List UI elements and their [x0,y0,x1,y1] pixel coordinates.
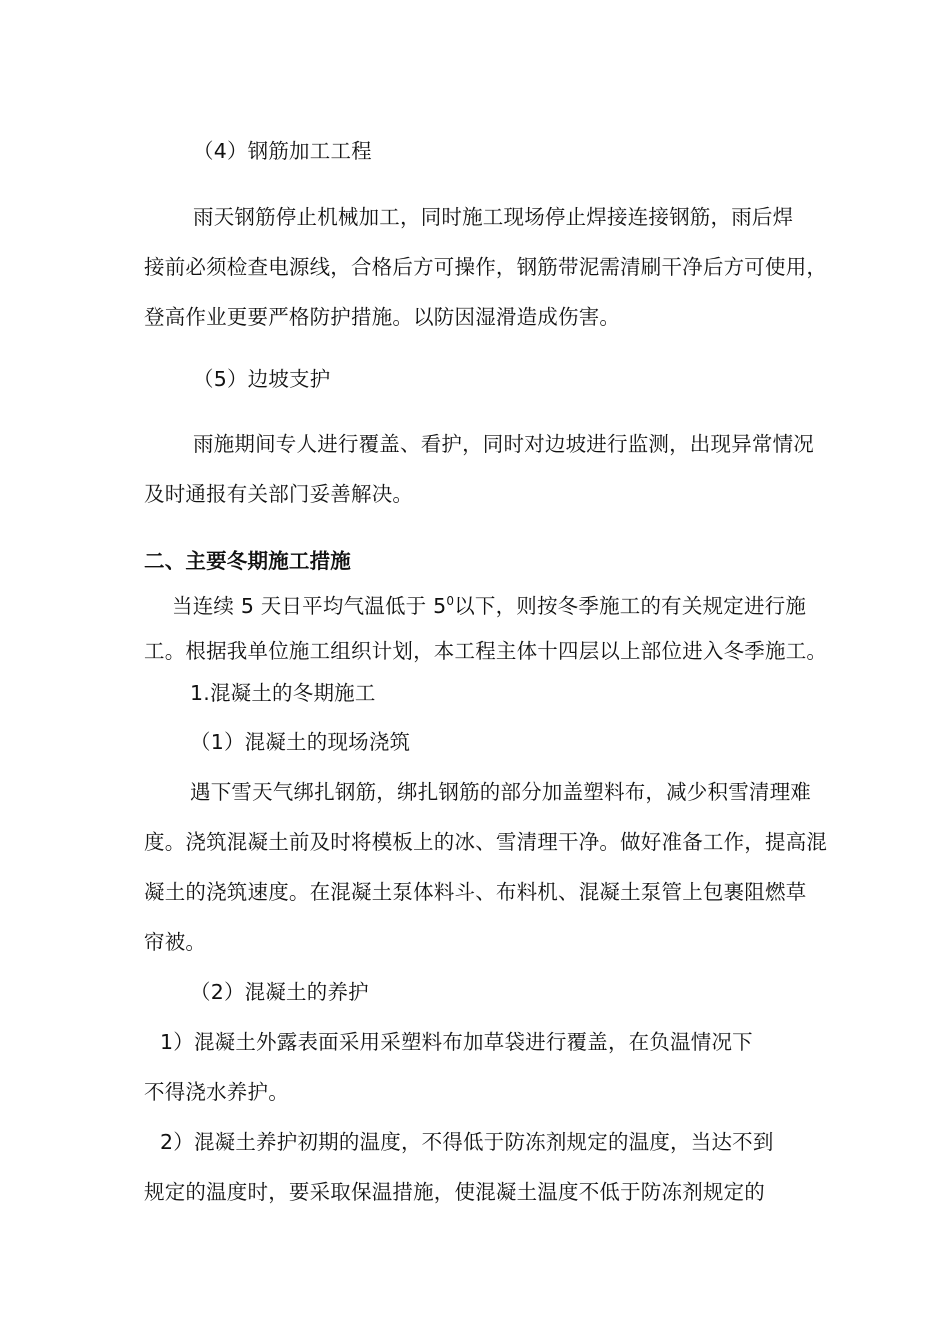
text-run: 以下，则按冬季施工的有关规定进行施 [454,594,807,618]
paragraph-line: 度。浇筑混凝土前及时将模板上的冰、雪清理干净。做好准备工作，提高混 [144,830,828,854]
paragraph-line: 凝土的浇筑速度。在混凝土泵体料斗、布料机、混凝土泵管上包裹阻燃草 [144,880,807,904]
superscript-zero: 0 [446,594,455,609]
paragraph-line: 不得浇水养护。 [144,1080,289,1104]
paragraph-line [172,592,806,620]
paragraph-line: 接前必须检查电源线，合格后方可操作，钢筋带泥需清刷干净后方可使用， [144,255,828,279]
subsection-heading-slope: （5）边坡支护 [193,367,331,391]
paragraph-line: 雨天钢筋停止机械加工，同时施工现场停止焊接连接钢筋，雨后焊 [193,205,794,229]
paragraph-line: 雨施期间专人进行覆盖、看护，同时对边坡进行监测，出现异常情况 [193,432,814,456]
subsection-heading-rebar: （4）钢筋加工工程 [193,139,372,163]
subsection-heading-concrete: 1.混凝土的冬期施工 [190,681,376,705]
paragraph-line: 规定的温度时，要采取保温措施，使混凝土温度不低于防冻剂规定的 [144,1180,765,1204]
paragraph-line: 工。根据我单位施工组织计划，本工程主体十四层以上部位进入冬季施工。 [144,639,828,663]
paragraph-line: 帘被。 [144,930,207,954]
paragraph-line: 1）混凝土外露表面采用采塑料布加草袋进行覆盖，在负温情况下 [160,1030,753,1054]
text-run: 当连续 5 天日平均气温低于 5 [172,594,447,618]
section-heading-winter: 二、主要冬期施工措施 [144,549,351,573]
paragraph-line: 及时通报有关部门妥善解决。 [144,482,414,506]
paragraph-line: 遇下雪天气绑扎钢筋，绑扎钢筋的部分加盖塑料布，减少积雪清理难 [190,780,811,804]
subsection-heading-curing: （2）混凝土的养护 [190,980,369,1004]
paragraph-line: 2）混凝土养护初期的温度，不得低于防冻剂规定的温度，当达不到 [160,1130,774,1154]
subsection-heading-pouring: （1）混凝土的现场浇筑 [190,730,411,754]
paragraph-line: 登高作业更要严格防护措施。以防因湿滑造成伤害。 [144,305,621,329]
